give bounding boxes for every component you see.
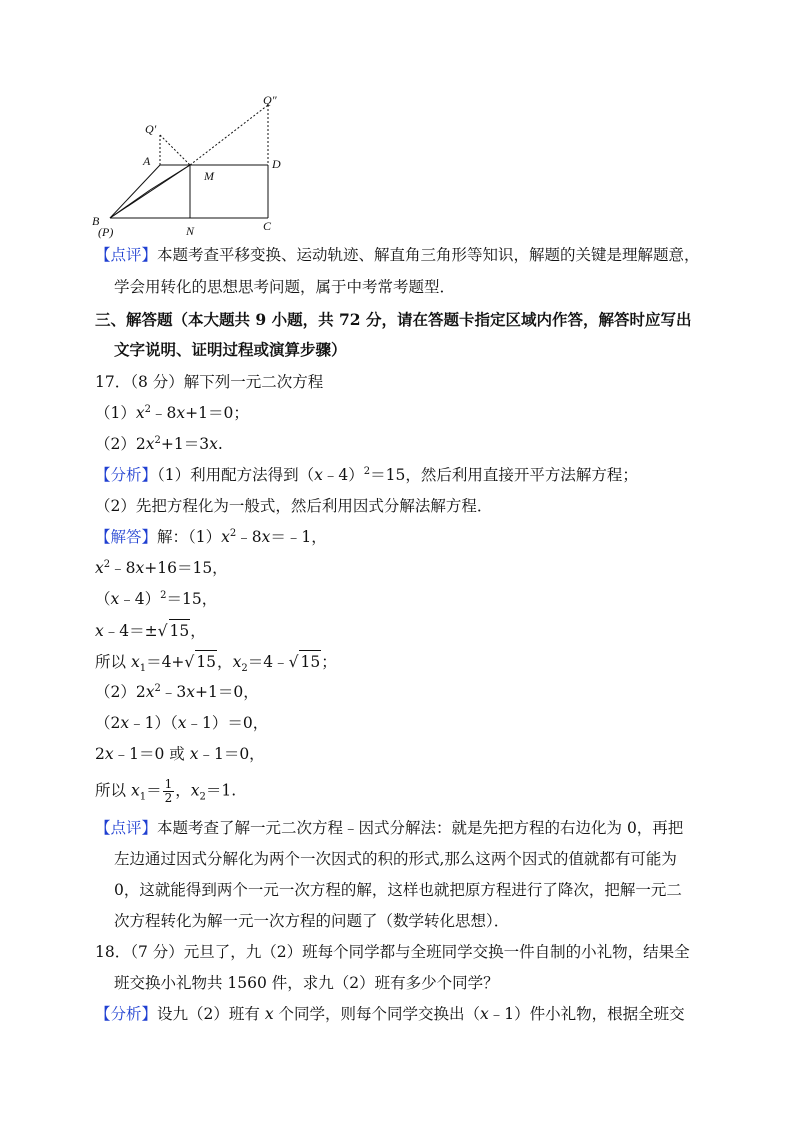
- label-p: (P): [98, 225, 114, 239]
- review1-line1: [95, 244, 700, 266]
- analysis-tag: 【分析】: [95, 466, 158, 484]
- review1-text1: 本题考查平移变换、运动轨迹、解直角三角形等知识，解题的关键是理解题意，: [157, 246, 700, 264]
- label-q1: Q′: [145, 122, 157, 136]
- q17-part2: $(2)2x^2+1=3x$.: [95, 434, 223, 453]
- label-n: N: [186, 224, 195, 238]
- section3-subtitle: 文字说明、证明过程或演算步骤）: [114, 340, 347, 359]
- solution17-step4: x﹣4＝±√ 15，: [95, 619, 206, 642]
- solution17-step2: $x^2﹣8x+16=15$，: [95, 558, 228, 577]
- solution17-step7: （2x﹣1）（x﹣1）＝0，: [95, 714, 269, 732]
- solution17-step5: 所以 $x_1=4+√$ 15，$x_2=4﹣√$ 15；: [95, 650, 337, 673]
- review2-line3: 0，这就能得到两个一元一次方程的解，这样也就把原方程进行了降次，把解一元二: [114, 881, 682, 899]
- fraction-one-half: $\frac{1}{2}$: [164, 777, 173, 805]
- q17-part1: $(1)x^2﹣8x+1=0$；: [95, 403, 249, 422]
- solution17-step6: $(2)2x^2﹣3x+1=0$，: [95, 682, 259, 701]
- label-q2: Q″: [263, 93, 277, 107]
- label-a: A: [143, 154, 151, 168]
- label-m: M: [204, 169, 214, 183]
- segment-bp: [110, 190, 150, 218]
- solution17-step1: 【解答】解：$(1)x^2﹣8x=﹣1$，: [95, 527, 327, 546]
- label-d: D: [272, 157, 281, 171]
- label-c: C: [263, 219, 272, 233]
- q18-line1: 18．（7 分）元旦了，九（2）班每个同学都与全班同学交换一件自制的小礼物，结果全: [95, 943, 690, 961]
- review-tag-2: 【点评】: [95, 819, 158, 837]
- segment-ba: [110, 165, 160, 218]
- solution17-step3: （x﹣4）$^2$＝15，: [95, 589, 218, 608]
- review1-line2: 学会用转化的思想思考问题，属于中考常考题型．: [114, 278, 456, 296]
- label-b: B: [92, 214, 100, 228]
- analysis18-line1: 【分析】设九（2）班有 x 个同学，则每个同学交换出（x﹣1）件小礼物，根据全班交: [95, 1005, 685, 1023]
- solution17-step9: 所以 $x_1=$ $\frac{1}{2}$ ，$x_2=1$.: [95, 777, 237, 805]
- geometry-figure: [0, 0, 793, 240]
- analysis17-line2: （2）先把方程化为一般式，然后利用因式分解法解方程．: [95, 497, 493, 515]
- review2-line2: 左边通过因式分解化为两个一次因式的积的形式,那么这两个因式的值就都有可能为: [114, 850, 677, 868]
- q18-line2: 班交换小礼物共 1560 件，求九（2）班有多少个同学？: [114, 974, 499, 992]
- solution17-step8: 2x﹣1＝0 或 x﹣1＝0，: [95, 745, 265, 763]
- review2-line4: 次方程转化为解一元一次方程的问题了（数学转化思想）．: [114, 912, 510, 930]
- dotted-m-q2: [190, 105, 268, 165]
- analysis17-line1: 【分析】（1）利用配方法得到（x﹣4）$^2$＝15，然后利用直接开平方法解方程；: [95, 465, 638, 484]
- solution-tag: 【解答】: [95, 528, 158, 546]
- q17-head: 17．（8 分）解下列一元二次方程: [95, 373, 324, 391]
- section3-title: 三、解答题（本大题共 9 小题，共 72 分，请在答题卡指定区域内作答，解答时应写出: [95, 310, 692, 329]
- review2-line1: 【点评】本题考查了解一元二次方程﹣因式分解法：就是先把方程的右边化为 0，再把: [95, 819, 684, 837]
- dotted-q1-m: [160, 135, 190, 165]
- review-tag: 【点评】: [95, 246, 158, 264]
- analysis-tag-2: 【分析】: [95, 1005, 158, 1023]
